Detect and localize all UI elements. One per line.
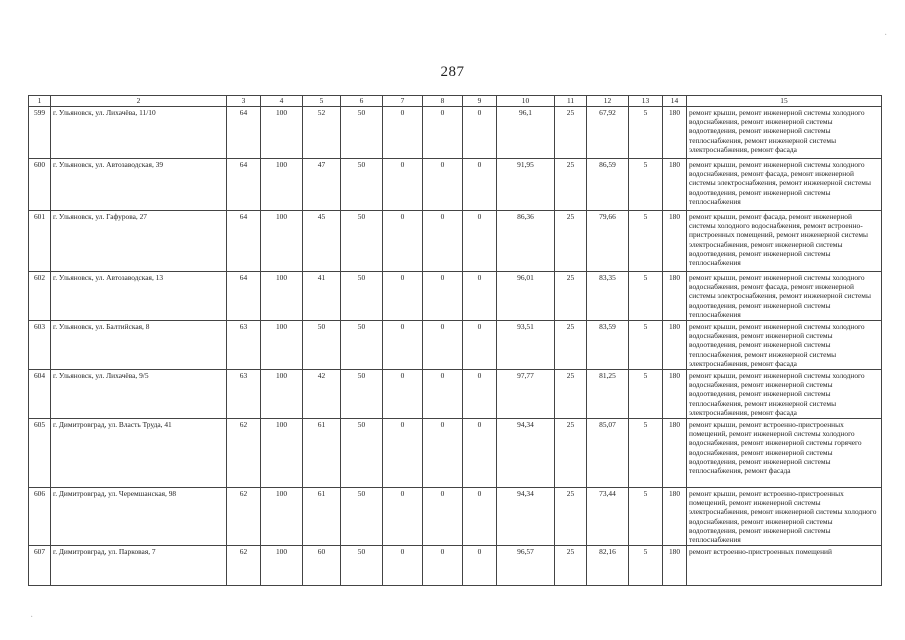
housing-repair-table xyxy=(28,95,882,586)
col-4-value: 100 xyxy=(261,272,303,321)
col-14-value: 180 xyxy=(663,321,687,370)
col-6-value: 50 xyxy=(341,321,383,370)
column-header: 9 xyxy=(463,96,497,107)
row-number: 607 xyxy=(29,546,51,586)
col-5-value: 61 xyxy=(303,488,341,546)
row-number: 604 xyxy=(29,370,51,419)
col-7-value: 0 xyxy=(383,370,423,419)
table-row xyxy=(29,488,882,546)
col-11-value: 25 xyxy=(555,488,587,546)
repair-works: ремонт крыши, ремонт встроенно-пристроенных помещений, ремонт инженерной системы холодного водоснабжения, ремонт инженерной системы горячего водоснабжения, ремонт инженерной системы водоотведения, ремонт инженерной системы теплоснабжения, ремонт фасада xyxy=(687,419,882,488)
column-header: 14 xyxy=(663,96,687,107)
col-7-value: 0 xyxy=(383,159,423,211)
col-7-value: 0 xyxy=(383,211,423,272)
address: г. Ульяновск, ул. Автозаводская, 13 xyxy=(51,272,227,321)
col-10-value: 96,01 xyxy=(497,272,555,321)
column-header: 8 xyxy=(423,96,463,107)
repair-works: ремонт крыши, ремонт инженерной системы холодного водоснабжения, ремонт фасада, ремонт инженерной системы электроснабжения, ремонт инженерной системы водоотведения, ремонт инженерной системы теплоснабжения xyxy=(687,159,882,211)
col-14-value: 180 xyxy=(663,159,687,211)
col-3-value: 64 xyxy=(227,107,261,159)
col-4-value: 100 xyxy=(261,419,303,488)
col-8-value: 0 xyxy=(423,211,463,272)
col-10-value: 97,77 xyxy=(497,370,555,419)
col-12-value: 82,16 xyxy=(587,546,629,586)
table-row xyxy=(29,370,882,419)
col-11-value: 25 xyxy=(555,419,587,488)
repair-works: ремонт крыши, ремонт встроенно-пристроенных помещений, ремонт инженерной системы электроснабжения, ремонт инженерной системы холодного водоснабжения, ремонт инженерной системы водоотведения, ремонт инженерной системы теплоснабжения xyxy=(687,488,882,546)
column-header: 1 xyxy=(29,96,51,107)
column-header: 15 xyxy=(687,96,882,107)
col-9-value: 0 xyxy=(463,107,497,159)
row-number: 601 xyxy=(29,211,51,272)
col-14-value: 180 xyxy=(663,272,687,321)
col-5-value: 41 xyxy=(303,272,341,321)
address: г. Димитровград, ул. Власть Труда, 41 xyxy=(51,419,227,488)
col-3-value: 62 xyxy=(227,546,261,586)
col-9-value: 0 xyxy=(463,321,497,370)
repair-works: ремонт крыши, ремонт инженерной системы холодного водоснабжения, ремонт инженерной системы водоотведения, ремонт инженерной системы теплоснабжения, ремонт инженерной системы электроснабжения, ремонт фасада xyxy=(687,370,882,419)
column-header: 2 xyxy=(51,96,227,107)
col-10-value: 91,95 xyxy=(497,159,555,211)
page-number: 287 xyxy=(440,64,465,80)
col-12-value: 86,59 xyxy=(587,159,629,211)
address: г. Димитровград, ул. Черемшанская, 98 xyxy=(51,488,227,546)
col-7-value: 0 xyxy=(383,107,423,159)
address: г. Ульяновск, ул. Балтийская, 8 xyxy=(51,321,227,370)
col-14-value: 180 xyxy=(663,419,687,488)
col-13-value: 5 xyxy=(629,546,663,586)
col-3-value: 62 xyxy=(227,419,261,488)
col-3-value: 64 xyxy=(227,211,261,272)
col-4-value: 100 xyxy=(261,107,303,159)
column-header: 11 xyxy=(555,96,587,107)
col-8-value: 0 xyxy=(423,419,463,488)
col-4-value: 100 xyxy=(261,546,303,586)
repair-works: ремонт крыши, ремонт инженерной системы холодного водоснабжения, ремонт инженерной системы водоотведения, ремонт инженерной системы теплоснабжения, ремонт инженерной системы электроснабжения, ремонт фасада xyxy=(687,321,882,370)
row-number: 606 xyxy=(29,488,51,546)
table-row xyxy=(29,272,882,321)
col-5-value: 60 xyxy=(303,546,341,586)
col-9-value: 0 xyxy=(463,546,497,586)
col-12-value: 73,44 xyxy=(587,488,629,546)
column-header: 12 xyxy=(587,96,629,107)
col-13-value: 5 xyxy=(629,159,663,211)
col-7-value: 0 xyxy=(383,419,423,488)
table-row xyxy=(29,159,882,211)
col-7-value: 0 xyxy=(383,321,423,370)
column-header: 10 xyxy=(497,96,555,107)
col-10-value: 94,34 xyxy=(497,488,555,546)
repair-works: ремонт крыши, ремонт инженерной системы холодного водоснабжения, ремонт инженерной системы водоотведения, ремонт инженерной системы теплоснабжения, ремонт инженерной системы электроснабжения, ремонт фасада xyxy=(687,107,882,159)
table-row xyxy=(29,419,882,488)
repair-works: ремонт встроенно-пристроенных помещений xyxy=(687,546,882,586)
col-9-value: 0 xyxy=(463,211,497,272)
col-13-value: 5 xyxy=(629,419,663,488)
table-row xyxy=(29,546,882,586)
col-6-value: 50 xyxy=(341,419,383,488)
col-8-value: 0 xyxy=(423,272,463,321)
column-header: 4 xyxy=(261,96,303,107)
col-14-value: 180 xyxy=(663,107,687,159)
repair-works: ремонт крыши, ремонт инженерной системы холодного водоснабжения, ремонт фасада, ремонт инженерной системы электроснабжения, ремонт инженерной системы водоотведения, ремонт инженерной системы теплоснабжения xyxy=(687,272,882,321)
col-4-value: 100 xyxy=(261,488,303,546)
col-10-value: 93,51 xyxy=(497,321,555,370)
col-3-value: 64 xyxy=(227,159,261,211)
col-14-value: 180 xyxy=(663,488,687,546)
row-number: 602 xyxy=(29,272,51,321)
row-number: 603 xyxy=(29,321,51,370)
col-5-value: 45 xyxy=(303,211,341,272)
col-10-value: 96,57 xyxy=(497,546,555,586)
col-5-value: 50 xyxy=(303,321,341,370)
col-3-value: 64 xyxy=(227,272,261,321)
col-13-value: 5 xyxy=(629,272,663,321)
col-4-value: 100 xyxy=(261,370,303,419)
col-6-value: 50 xyxy=(341,546,383,586)
col-9-value: 0 xyxy=(463,159,497,211)
col-6-value: 50 xyxy=(341,370,383,419)
col-12-value: 85,07 xyxy=(587,419,629,488)
col-3-value: 63 xyxy=(227,370,261,419)
col-10-value: 86,36 xyxy=(497,211,555,272)
col-6-value: 50 xyxy=(341,272,383,321)
col-13-value: 5 xyxy=(629,488,663,546)
col-7-value: 0 xyxy=(383,272,423,321)
col-3-value: 63 xyxy=(227,321,261,370)
scan-artifact: · xyxy=(884,30,888,41)
col-10-value: 94,34 xyxy=(497,419,555,488)
column-header: 7 xyxy=(383,96,423,107)
column-number-header-row xyxy=(29,96,882,107)
col-6-value: 50 xyxy=(341,488,383,546)
col-8-value: 0 xyxy=(423,159,463,211)
col-4-value: 100 xyxy=(261,321,303,370)
col-8-value: 0 xyxy=(423,321,463,370)
col-8-value: 0 xyxy=(423,370,463,419)
row-number: 599 xyxy=(29,107,51,159)
address: г. Ульяновск, ул. Лихачёва, 9/5 xyxy=(51,370,227,419)
col-13-value: 5 xyxy=(629,370,663,419)
address: г. Ульяновск, ул. Лихачёва, 11/10 xyxy=(51,107,227,159)
col-11-value: 25 xyxy=(555,159,587,211)
address: г. Ульяновск, ул. Гафурова, 27 xyxy=(51,211,227,272)
col-11-value: 25 xyxy=(555,107,587,159)
col-12-value: 83,59 xyxy=(587,321,629,370)
scan-artifact: · xyxy=(30,612,34,623)
col-5-value: 42 xyxy=(303,370,341,419)
column-header: 13 xyxy=(629,96,663,107)
col-8-value: 0 xyxy=(423,546,463,586)
col-11-value: 25 xyxy=(555,546,587,586)
col-12-value: 67,92 xyxy=(587,107,629,159)
row-number: 600 xyxy=(29,159,51,211)
col-7-value: 0 xyxy=(383,546,423,586)
col-11-value: 25 xyxy=(555,370,587,419)
col-11-value: 25 xyxy=(555,211,587,272)
col-14-value: 180 xyxy=(663,211,687,272)
col-9-value: 0 xyxy=(463,419,497,488)
col-6-value: 50 xyxy=(341,159,383,211)
col-9-value: 0 xyxy=(463,272,497,321)
col-12-value: 81,25 xyxy=(587,370,629,419)
col-5-value: 61 xyxy=(303,419,341,488)
col-5-value: 52 xyxy=(303,107,341,159)
col-9-value: 0 xyxy=(463,488,497,546)
col-6-value: 50 xyxy=(341,211,383,272)
col-6-value: 50 xyxy=(341,107,383,159)
col-8-value: 0 xyxy=(423,107,463,159)
address: г. Димитровград, ул. Парковая, 7 xyxy=(51,546,227,586)
column-header: 6 xyxy=(341,96,383,107)
col-3-value: 62 xyxy=(227,488,261,546)
table-row xyxy=(29,107,882,159)
col-5-value: 47 xyxy=(303,159,341,211)
col-13-value: 5 xyxy=(629,211,663,272)
col-10-value: 96,1 xyxy=(497,107,555,159)
repair-works: ремонт крыши, ремонт фасада, ремонт инженерной системы холодного водоснабжения, ремонт встроенно-пристроенных помещений, ремонт инженерной системы электроснабжения, ремонт инженерной системы водоотведения, ремонт инженерной системы теплоснабжения xyxy=(687,211,882,272)
col-8-value: 0 xyxy=(423,488,463,546)
col-7-value: 0 xyxy=(383,488,423,546)
col-13-value: 5 xyxy=(629,107,663,159)
col-9-value: 0 xyxy=(463,370,497,419)
col-14-value: 180 xyxy=(663,370,687,419)
address: г. Ульяновск, ул. Автозаводская, 39 xyxy=(51,159,227,211)
col-13-value: 5 xyxy=(629,321,663,370)
col-4-value: 100 xyxy=(261,159,303,211)
col-12-value: 83,35 xyxy=(587,272,629,321)
col-12-value: 79,66 xyxy=(587,211,629,272)
col-4-value: 100 xyxy=(261,211,303,272)
col-11-value: 25 xyxy=(555,272,587,321)
col-14-value: 180 xyxy=(663,546,687,586)
column-header: 5 xyxy=(303,96,341,107)
table-row xyxy=(29,211,882,272)
table-row xyxy=(29,321,882,370)
col-11-value: 25 xyxy=(555,321,587,370)
row-number: 605 xyxy=(29,419,51,488)
column-header: 3 xyxy=(227,96,261,107)
